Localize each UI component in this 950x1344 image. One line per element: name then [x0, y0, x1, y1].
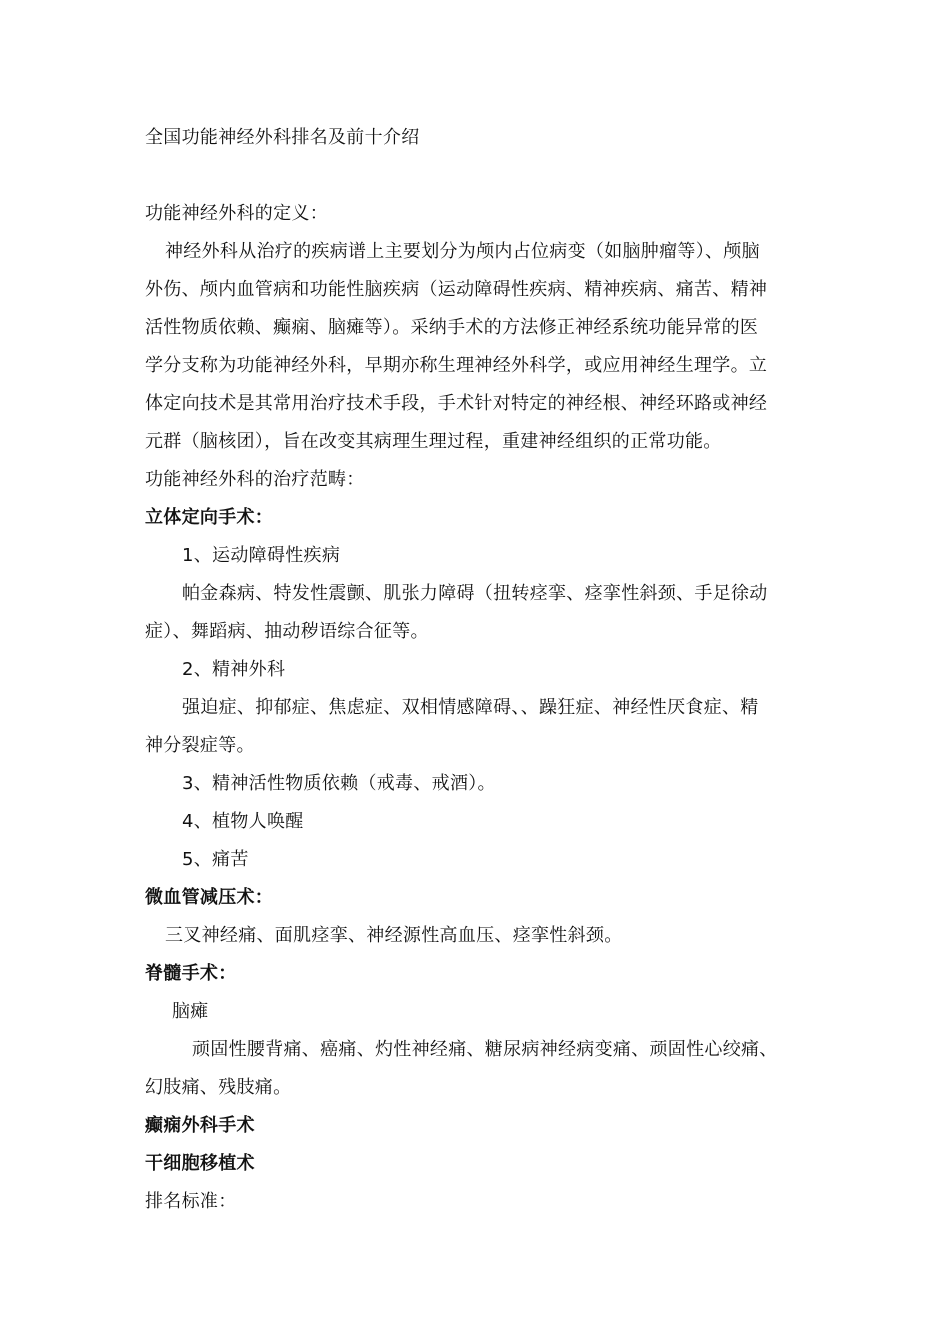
document-title: 全国功能神经外科排名及前十介绍 — [145, 127, 420, 148]
list-item-description: 神分裂症等。 — [145, 735, 255, 756]
spinal-item-cerebral-palsy: 脑瘫 — [172, 1001, 209, 1022]
stereotactic-heading: 立体定向手术： — [145, 507, 274, 528]
definition-line: 学分支称为功能神经外科，早期亦称生理神经外科学，或应用神经生理学。立 — [145, 355, 768, 376]
definition-line: 外伤、颅内血管病和功能性脑疾病（运动障碍性疾病、精神疾病、痛苦、精神 — [145, 279, 768, 300]
list-item-description: 症）、舞蹈病、抽动秽语综合征等。 — [145, 621, 429, 642]
spinal-heading: 脊髓手术： — [145, 963, 237, 984]
mvd-heading: 微血管减压术： — [145, 887, 274, 908]
list-item-substance-dependence: 3、精神活性物质依赖（戒毒、戒酒）。 — [182, 773, 496, 794]
definition-line: 体定向技术是其常用治疗技术手段，手术针对特定的神经根、神经环路或神经 — [145, 393, 768, 414]
spinal-description: 幻肢痛、残肢痛。 — [145, 1077, 292, 1098]
list-item-psychosurgery: 2、精神外科 — [182, 659, 286, 680]
definition-heading: 功能神经外科的定义： — [145, 203, 328, 224]
definition-line: 元群（脑核团），旨在改变其病理生理过程，重建神经组织的正常功能。 — [145, 431, 722, 452]
mvd-description: 三叉神经痛、面肌痉挛、神经源性高血压、痉挛性斜颈。 — [165, 925, 623, 946]
scope-heading: 功能神经外科的治疗范畴： — [145, 469, 365, 490]
definition-line: 神经外科从治疗的疾病谱上主要划分为颅内占位病变（如脑肿瘤等）、颅脑 — [165, 241, 760, 262]
list-item-movement-disorders: 1、运动障碍性疾病 — [182, 545, 341, 566]
epilepsy-heading: 癫痫外科手术 — [145, 1115, 255, 1136]
list-item-vegetative-awakening: 4、植物人唤醒 — [182, 811, 304, 832]
stem-cell-heading: 干细胞移植术 — [145, 1153, 255, 1174]
definition-line: 活性物质依赖、癫痫、脑瘫等）。采纳手术的方法修正神经系统功能异常的医 — [145, 317, 759, 338]
list-item-description: 强迫症、抑郁症、焦虑症、双相情感障碍、、躁狂症、神经性厌食症、精 — [182, 697, 759, 718]
ranking-heading: 排名标准： — [145, 1191, 237, 1212]
list-item-description: 帕金森病、特发性震颤、肌张力障碍（扭转痉挛、痉挛性斜颈、手足徐动 — [182, 583, 768, 604]
spinal-description: 顽固性腰背痛、癌痛、灼性神经痛、糖尿病神经病变痛、顽固性心绞痛、 — [192, 1039, 778, 1060]
list-item-pain: 5、痛苦 — [182, 849, 249, 870]
